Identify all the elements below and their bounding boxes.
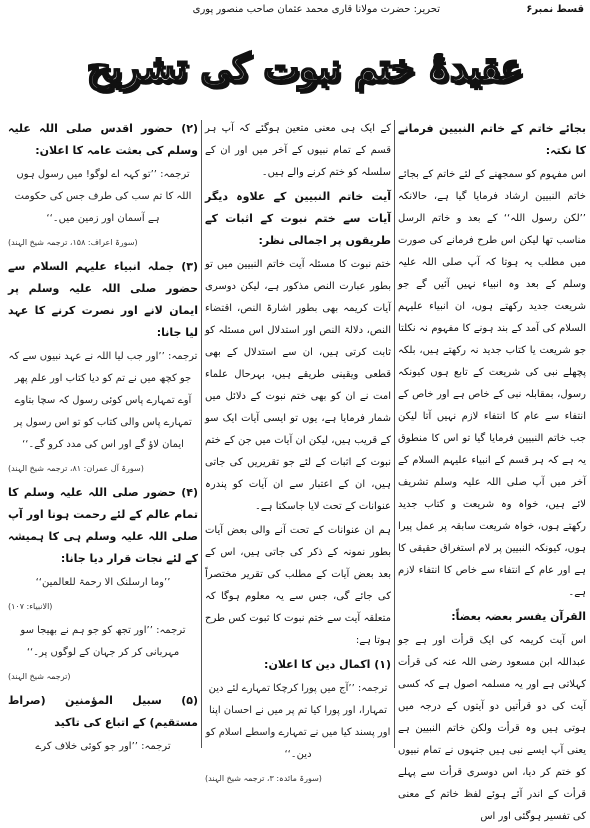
citation: (ترجمہ شیخ الہند)	[8, 672, 71, 681]
citation: (سورۃ اعراف: ۱۵۸، ترجمہ شیخ الہند)	[8, 238, 138, 247]
section-heading: آیت خاتم النبیین کے علاوہ دیگر آیات سے ختم نبوت کے اثبات کے طریقوں پر اجمالی نظر:	[205, 190, 391, 247]
installment-label: قسط نمبر۶	[526, 4, 584, 15]
column-left	[8, 118, 198, 750]
column-middle	[205, 118, 391, 783]
column-divider	[394, 120, 395, 748]
section-heading: القرآن یفسر بعضہ بعضاً:	[451, 610, 586, 623]
translation-quote: ترجمہ: ’’اور جو کوئی خلاف کرے	[35, 741, 171, 752]
paragraph: اس مفہوم کو سمجھنے کے لئے خاتم کے بجائے خاتم النبیین ارشاد فرمایا گیا ہے، حالانکہ ’’لکن رسول اللہ‘‘ کے بعد و خاتم الرسل مناسب تھا لیکن اس طرح فرمانے کی صورت میں مطلب یہ ہوتا کہ آپ صلی اللہ علیہ وسلم کے بعد وہ انبیاء نہیں آئیں گے جو شریعت جدید رکھتے ہوں، ان انبیاء علیہم السلام کی آمد کے بند ہونے کا مفہوم نہ نکلتا جو شریعت یا کتاب جدید نہ رکھتے ہیں، بلکہ پچھلے نبی کی شریعت کے تابع ہوں کیونکہ رسول، بمقابلہ نبی کے خاص ہے اور خاص کے انتفاء سے عام کا انتفاء لازم نہیں آتا لیکن جب خاتم النبیین فرمایا گیا تو اس کا منطوق یہ ہے کہ ہر قسم کے انبیاء علیہم السلام کے آخر میں آپ صلی اللہ علیہ وسلم تشریف لائے ہیں، خواہ وہ شریعت و کتاب جدید رکھتے ہوں، خواہ شریعت سابقہ پر عمل پیرا ہوں، کیونکہ النبیین پر لام استغراق حقیقی کا ہے اور عام کے انتفاء سے خاص کا انتفاء لازم ہے۔	[398, 169, 586, 598]
citation: (سورۃ آل عمران: ۸۱، ترجمہ شیخ الہند)	[8, 464, 144, 473]
article-title: عقیدۂ ختم نبوت کی تشریح	[86, 44, 524, 90]
paragraph: کے ایک ہی معنی متعین ہوگئے کہ آپ ہر قسم کے تمام نبیوں کے آخر میں اور ان کے سلسلہ کو ختم کرنے والے ہیں۔	[205, 123, 391, 178]
author-line: تحریر: حضرت مولانا قاری محمد عثمان صاحب منصور پوری	[192, 4, 440, 15]
paragraph: اس آیت کریمہ کی ایک قرأت اور ہے جو عبداللہ ابن مسعود رضی اللہ عنہ کی قرأت کہلاتی ہے اور یہ مسلمہ اصول ہے کہ کسی آیت کی دو قرأتیں دو آیتوں کے درجہ میں ہوتی ہیں وہ قرأت ولکن خاتم النبیین ہے یعنی آپ ایسے نبی ہیں جنہوں نے تمام نبیوں کو ختم کر دیا، اس دوسری قرأت سے پہلے قرأت کے اندر آئے ہوئے لفظ خاتم کے معنی کی تفسیر ہوگئی اور اس	[398, 635, 586, 822]
list-item-heading: (۴) حضور صلی اللہ علیہ وسلم کا تمام عالم کے لئے رحمت ہونا اور آپ صلی اللہ علیہ وسلم ہی کا ہمیشہ کے لئے نجات قرار دیا جانا:	[8, 486, 198, 565]
paragraph: ہم ان عنوانات کے تحت آنے والی بعض آیات بطور نمونہ کے ذکر کی جاتی ہیں، اس کے بعد بعض آیات کے مطلب کی تقریر مختصراً کی جائے گی، جس سے یہ معلوم ہوگا کہ متعلقہ آیت سے ختم نبوت کا ثبوت کس طرح ہوتا ہے:	[205, 525, 391, 646]
paragraph: ختم نبوت کا مسئلہ آیت خاتم النبیین میں تو بطور عبارت النص مذکور ہے، لیکن دوسری آیات کریمہ بھی بطور اشارۃ النص، اقتضاء النص، دلالۃ النص اور استدلال اس مسئلہ کو ثابت کرتی ہیں، ان سے استدلال کے بھی قطعی ویقینی طریقے ہیں، بہرحال علماء امت نے ان کو بھی ختم نبوت کے دلائل میں شمار فرمایا ہے، یوں تو ایسی آیات ایک سو کے قریب ہیں، لیکن ان آیات میں جن کے ختم نبوت کے اثبات کے لئے جو تقریریں کی جاتی ہیں، ان کے اعتبار سے ان آیات کو پندرہ عنوانات کے تحت لایا جاسکتا ہے۔	[205, 259, 391, 512]
list-item-heading: (۱) اکمال دین کا اعلان:	[264, 658, 391, 671]
translation-quote: ترجمہ: ’’اور تجھ کو جو ہم نے بھیجا سو مہربانی کر کر جہان کے لوگوں پر۔‘‘	[20, 625, 186, 658]
translation-quote: ترجمہ: ’’آج میں پورا کرچکا تمہارے لئے دین تمہارا، اور پورا کیا تم پر میں نے احسان اپنا اور پسند کیا میں نے تمہارے واسطے اسلام کو دین۔‘‘	[205, 683, 391, 760]
list-item-heading: (۵) سبیل المؤمنین (صراط مستقیم) کے اتباع کی تاکید	[8, 694, 198, 729]
citation: (سورۃ مائدہ: ۳، ترجمہ شیخ الہند)	[205, 774, 322, 783]
citation: (الانبیاء: ۱۰۷)	[8, 602, 53, 611]
list-item-heading: (۳) جملہ انبیاء علیہم السلام سے حضور صلی اللہ علیہ وسلم پر ایمان لانے اور نصرت کرنے کا عہد لیا جانا:	[8, 260, 198, 339]
section-heading: بجائے خاتم کے خاتم النبیین فرمانے کا نکتہ:	[398, 122, 586, 157]
title-banner	[85, 24, 525, 110]
arabic-quote: ’’وما ارسلنک الا رحمۃ للعالمین‘‘	[35, 577, 171, 588]
translation-quote: ترجمہ: ’’اور جب لیا اللہ نے عہد نبیوں سے کہ جو کچھ میں نے تم کو دیا کتاب اور علم پھر آوے تمہارے پاس کوئی رسول کہ سچا بتاوے تمہارے پاس والی کتاب کو تو اس رسول پر ایمان لاؤ گے اور اس کی مدد کرو گے۔‘‘	[8, 351, 198, 450]
translation-quote: ترجمہ: ’’تو کہہ اے لوگو! میں رسول ہوں اللہ کا تم سب کی طرف جس کی حکومت ہے آسمان اور زمین میں۔‘‘	[14, 169, 192, 224]
list-item-heading: (۲) حضور اقدس صلی اللہ علیہ وسلم کی بعثت عامہ کا اعلان:	[8, 122, 198, 157]
column-divider	[201, 120, 202, 748]
column-right	[398, 118, 586, 822]
